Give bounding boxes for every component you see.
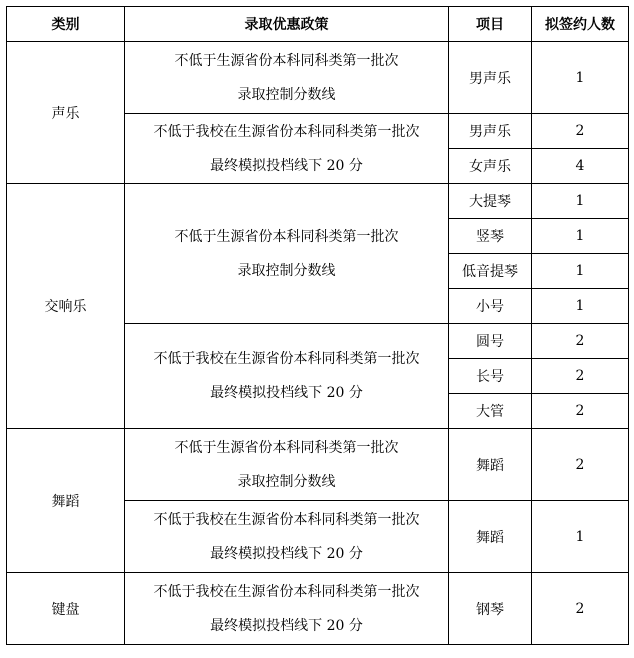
count-cell: 1	[532, 184, 629, 219]
header-category: 类别	[7, 7, 125, 42]
item-cell: 小号	[449, 289, 532, 324]
policy-line: 不低于我校在生源省份本科同科类第一批次	[153, 123, 420, 140]
item-cell: 舞蹈	[449, 501, 532, 573]
policy-line: 最终模拟投档线下 20 分	[210, 385, 363, 401]
policy-line: 不低于生源省份本科同科类第一批次	[174, 228, 399, 245]
policy-line: 最终模拟投档线下 20 分	[210, 617, 363, 634]
policy-line: 录取控制分数线	[237, 262, 336, 279]
policy-line: 录取控制分数线	[237, 473, 336, 490]
header-item: 项目	[449, 7, 532, 42]
policy-line: 不低于我校在生源省份本科同科类第一批次	[153, 351, 420, 367]
policy-line: 不低于我校在生源省份本科同科类第一批次	[153, 583, 420, 600]
policy-line: 最终模拟投档线下 20 分	[210, 157, 363, 174]
count-cell: 2	[532, 359, 629, 394]
item-cell: 大提琴	[449, 184, 532, 219]
policy-cell	[125, 42, 449, 114]
count-cell: 1	[532, 501, 629, 573]
item-cell: 舞蹈	[449, 429, 532, 501]
item-cell: 钢琴	[449, 573, 532, 645]
table-row	[7, 42, 629, 114]
category-cell: 交响乐	[7, 184, 125, 429]
count-cell: 4	[532, 149, 629, 184]
policy-line: 不低于生源省份本科同科类第一批次	[174, 52, 399, 69]
category-cell: 键盘	[7, 573, 125, 645]
policy-cell	[125, 429, 449, 501]
policy-cell	[125, 114, 449, 184]
count-cell: 1	[532, 289, 629, 324]
item-cell: 长号	[449, 359, 532, 394]
item-cell: 低音提琴	[449, 254, 532, 289]
policy-cell	[125, 184, 449, 324]
count-cell: 2	[532, 114, 629, 149]
policy-cell	[125, 501, 449, 573]
table-row	[7, 184, 629, 219]
count-cell: 1	[532, 219, 629, 254]
item-cell: 大管	[449, 394, 532, 429]
policy-cell	[125, 573, 449, 645]
count-cell: 1	[532, 42, 629, 114]
policy-line: 不低于我校在生源省份本科同科类第一批次	[153, 511, 420, 528]
count-cell: 2	[532, 429, 629, 501]
policy-line: 不低于生源省份本科同科类第一批次	[174, 439, 399, 456]
category-cell: 舞蹈	[7, 429, 125, 573]
count-cell: 2	[532, 394, 629, 429]
header-row	[7, 7, 629, 42]
table-row	[7, 573, 629, 645]
item-cell: 男声乐	[449, 42, 532, 114]
item-cell: 男声乐	[449, 114, 532, 149]
item-cell: 圆号	[449, 324, 532, 359]
header-policy: 录取优惠政策	[125, 7, 449, 42]
item-cell: 竖琴	[449, 219, 532, 254]
category-cell: 声乐	[7, 42, 125, 184]
count-cell: 2	[532, 324, 629, 359]
table-row	[7, 429, 629, 501]
count-cell: 2	[532, 573, 629, 645]
policy-line: 录取控制分数线	[237, 86, 336, 103]
count-cell: 1	[532, 254, 629, 289]
item-cell: 女声乐	[449, 149, 532, 184]
policy-cell	[125, 324, 449, 429]
header-count: 拟签约人数	[532, 7, 629, 42]
policy-line: 最终模拟投档线下 20 分	[210, 545, 363, 562]
admission-quota-table	[6, 6, 629, 645]
